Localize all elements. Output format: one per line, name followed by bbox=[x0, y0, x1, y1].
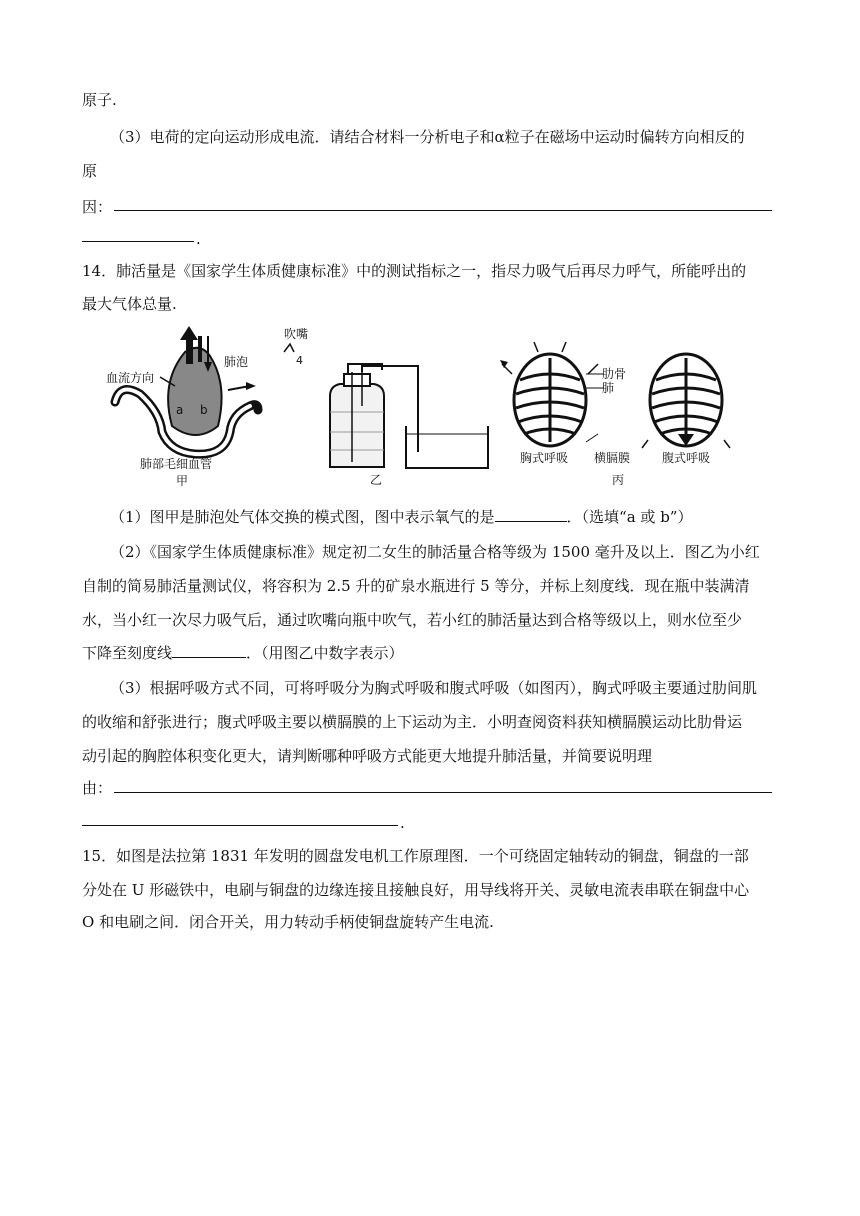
q14-p3-end-period: . bbox=[400, 814, 405, 832]
label-mouthpiece: 吹嘴 bbox=[284, 327, 309, 341]
q13-end-period: . bbox=[196, 230, 201, 248]
caption-pulmonary-capillary: 肺部毛细血管 bbox=[140, 457, 213, 471]
q13-answer-blank-2[interactable] bbox=[82, 241, 194, 242]
figure-jia-name: 甲 bbox=[176, 474, 189, 488]
label-scale-4: 4 bbox=[296, 354, 303, 367]
figure-yi-name: 乙 bbox=[370, 473, 383, 487]
q15-line2: 分处在 U 形磁铁中，电刷与铜盘的边缘连接且接触良好，用导线将开关、灵敏电流表串联在铜盘中心 bbox=[82, 881, 750, 899]
label-alveolus: 肺泡 bbox=[224, 355, 249, 369]
q14-p1-hint: ．（选填“a 或 b”） bbox=[566, 508, 693, 526]
label-blood-direction: 血流方向 bbox=[106, 371, 155, 385]
q14-p2-line3: 水，当小红一次尽力吸气后，通过吹嘴向瓶中吹气，若小红的肺活量达到合格等级以上，则水位至少 bbox=[82, 611, 743, 629]
q13-answer-blank-1[interactable] bbox=[114, 210, 772, 211]
q13-part3-line2: 原 bbox=[82, 162, 98, 180]
q13-part3-line1: （3）电荷的定向运动形成电流．请结合材料一分析电子和α粒子在磁场中运动时偏转方向相反的 bbox=[110, 128, 745, 146]
q14-p3-line3: 动引起的胸腔体积变化更大，请判断哪种呼吸方式能更大地提升肺活量，并简要说明理 bbox=[82, 747, 653, 765]
q14-p3-line1: （3）根据呼吸方式不同，可将呼吸分为胸式呼吸和腹式呼吸（如图丙），胸式呼吸主要通过肋间肌 bbox=[110, 679, 758, 697]
q14-p1-text: （1）图甲是肺泡处气体交换的模式图，图中表示氧气的是 bbox=[110, 508, 495, 526]
caption-chest-breathing: 胸式呼吸 bbox=[520, 451, 569, 465]
q14-p2-line1: （2）《国家学生体质健康标准》规定初二女生的肺活量合格等级为 1500 毫升及以上．图乙为小红 bbox=[110, 543, 760, 561]
label-rib: 肋骨 bbox=[602, 367, 627, 381]
ribcage-chest-breathing bbox=[500, 342, 598, 446]
q14-p3-answer-blank-1[interactable] bbox=[114, 792, 772, 793]
q14-p1-answer-blank[interactable] bbox=[495, 505, 567, 522]
figure-yi-spirometer bbox=[278, 322, 498, 492]
q15-line3: O 和电刷之间．闭合开关，用力转动手柄使铜盘旋转产生电流. bbox=[82, 913, 494, 931]
q14-p2-line2: 自制的简易肺活量测试仪，将容积为 2.5 升的矿泉水瓶进行 5 等分，并标上刻度线．现在瓶中装满清 bbox=[82, 577, 750, 595]
q14-p2-hint: ．（用图乙中数字表示） bbox=[246, 644, 404, 662]
q14-stem-line1: 14．肺活量是《国家学生体质健康标准》中的测试指标之一，指尽力吸气后再尽力呼气，所能呼出的 bbox=[82, 262, 747, 280]
q15-line1: 15．如图是法拉第 1831 年发明的圆盘发电机工作原理图．一个可绕固定轴转动的铜盘，铜盘的一部 bbox=[82, 847, 749, 865]
label-diaphragm: 横膈膜 bbox=[594, 451, 631, 465]
q14-p2-answer-blank[interactable] bbox=[172, 641, 246, 658]
label-lung: 肺 bbox=[602, 381, 615, 395]
q14-figures bbox=[100, 322, 740, 492]
label-a: a bbox=[176, 403, 184, 417]
label-b: b bbox=[200, 403, 208, 417]
figure-jia-alveolus bbox=[100, 322, 270, 492]
q14-p2-text: 下降至刻度线 bbox=[82, 644, 173, 662]
q14-stem-line2: 最大气体总量. bbox=[82, 295, 177, 313]
q14-p1 bbox=[110, 505, 692, 528]
q14-p3-line2: 的收缩和舒张进行；腹式呼吸主要以横膈膜的上下运动为主．小明查阅资料获知横膈膜运动比肋骨运 bbox=[82, 713, 743, 731]
q14-p3-answer-blank-2[interactable] bbox=[82, 825, 398, 826]
q13-part3-prefix: 因： bbox=[82, 198, 113, 216]
q13-line-atom: 原子. bbox=[82, 91, 117, 109]
figure-bing-name: 丙 bbox=[612, 473, 625, 487]
figure-bing-breathing bbox=[498, 322, 748, 492]
caption-abdominal-breathing: 腹式呼吸 bbox=[662, 451, 711, 465]
ribcage-abdominal-breathing bbox=[642, 354, 730, 448]
q14-p2-line4 bbox=[82, 641, 404, 664]
q14-p3-prefix: 由： bbox=[82, 779, 113, 797]
